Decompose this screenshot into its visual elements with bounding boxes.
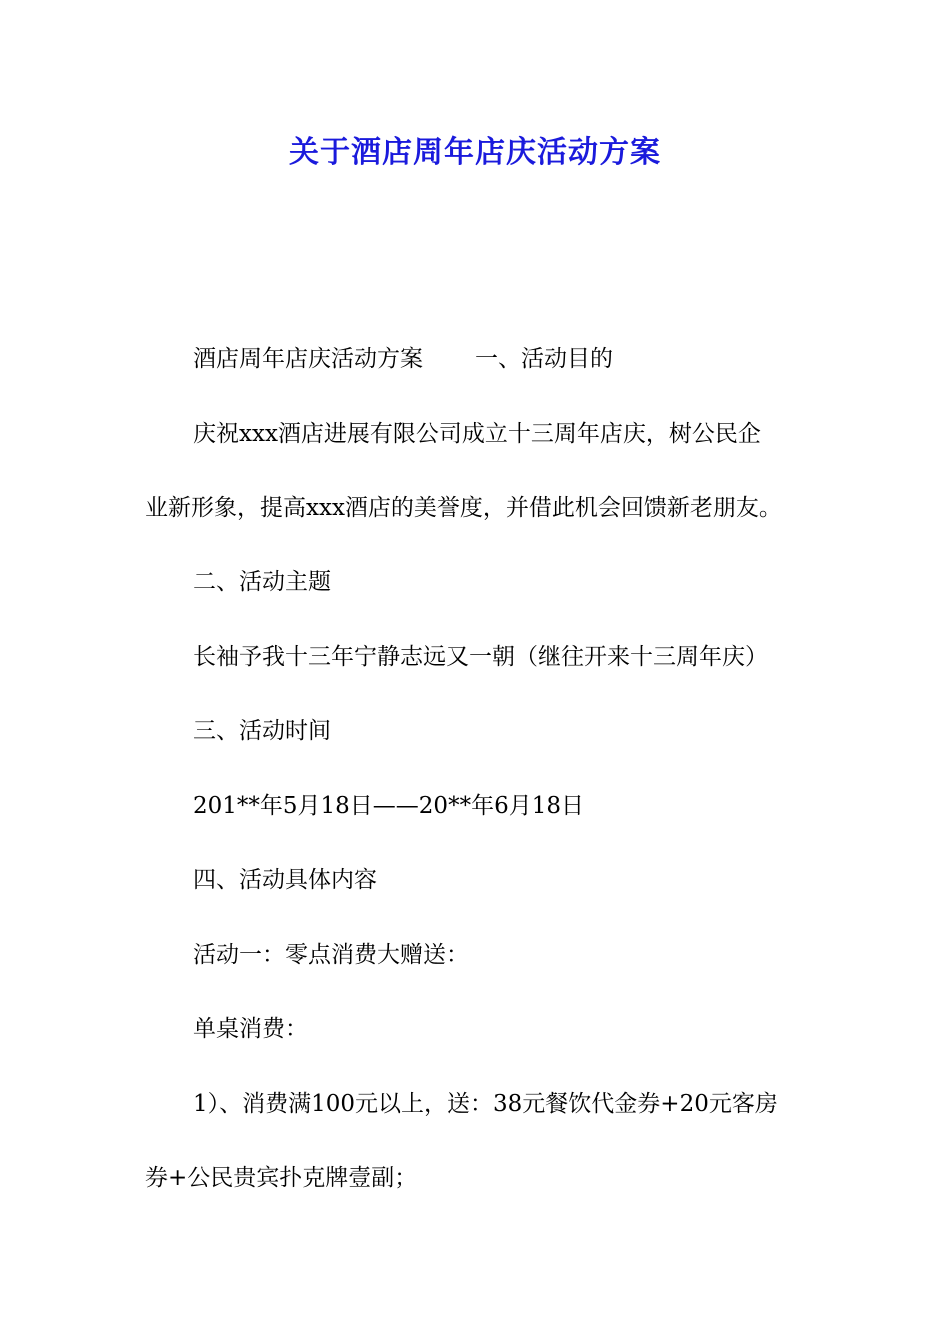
paragraph-line: 活动一：零点消费大赠送：	[193, 942, 469, 968]
section-heading-purpose: 一、活动目的	[475, 346, 613, 372]
section-heading-theme: 二、活动主题	[193, 569, 331, 595]
paragraph-line: 业新形象，提高xxx酒店的美誉度，并借此机会回馈新老朋友。	[145, 495, 782, 521]
paragraph-line: 1）、消费满100元以上，送：38元餐饮代金券+20元客房	[193, 1091, 778, 1117]
paragraph-line: 庆祝xxx酒店进展有限公司成立十三周年店庆，树公民企	[193, 421, 761, 447]
paragraph-line: 201**年5月18日——20**年6月18日	[193, 793, 584, 819]
paragraph-line: 单桌消费：	[193, 1016, 308, 1042]
section-heading-time: 三、活动时间	[193, 718, 331, 744]
paragraph-line: 券+公民贵宾扑克牌壹副；	[145, 1165, 418, 1191]
section-heading-content: 四、活动具体内容	[193, 867, 377, 893]
paragraph-line	[193, 341, 613, 377]
document-title: 关于酒店周年店庆活动方案	[289, 135, 661, 170]
plan-name-text: 酒店周年店庆活动方案	[193, 346, 423, 372]
paragraph-line: 长袖予我十三年宁静志远又一朝（继往开来十三周年庆）	[193, 644, 768, 670]
